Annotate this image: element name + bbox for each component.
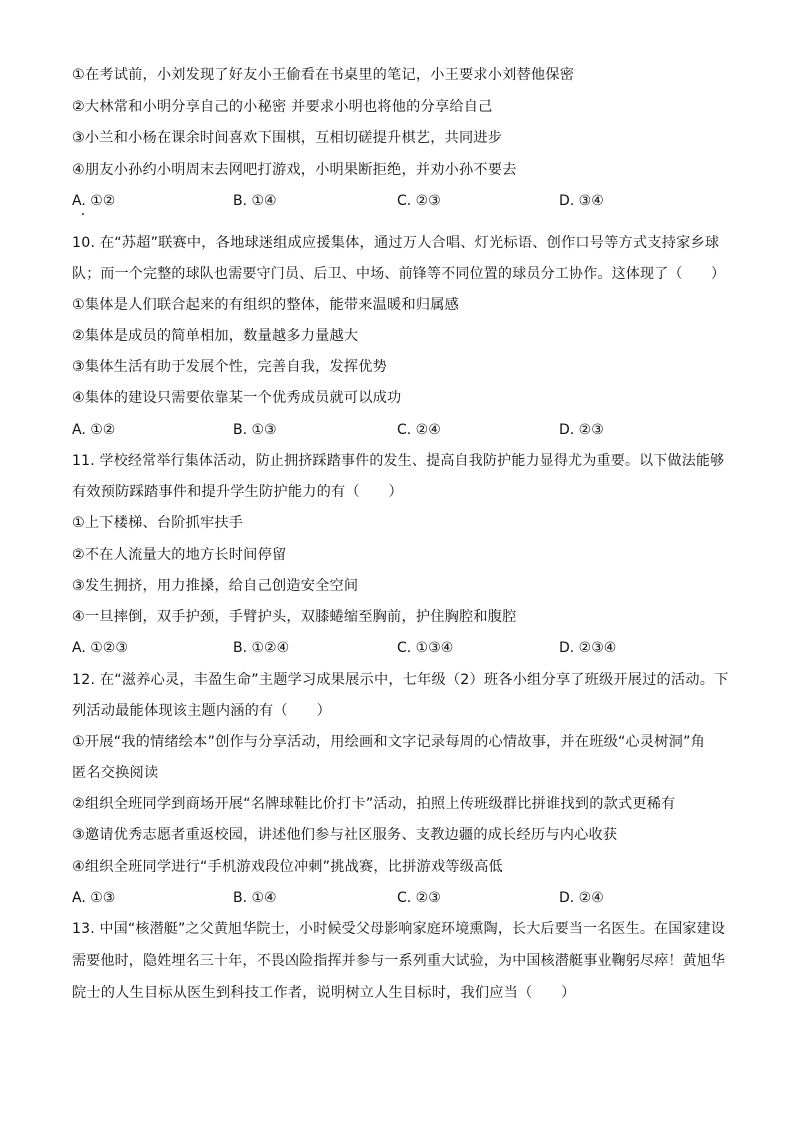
q12-option-d[interactable]: D. ②④	[559, 890, 604, 906]
q11-item-3: ③发生拥挤，用力推搡，给自己创造安全空间	[72, 578, 359, 594]
q12-option-b[interactable]: B. ①④	[233, 890, 277, 906]
q9-options	[72, 191, 732, 211]
q12-item-2: ②组织全班同学到商场开展“名牌球鞋比价打卡”活动，拍照上传班级群比拼谁找到的款式更稀有	[72, 796, 676, 812]
q10-options	[72, 420, 732, 440]
q12-item-3: ③邀请优秀志愿者重返校园，讲述他们参与社区服务、支教边疆的成长经历与内心收获	[72, 827, 618, 843]
q10-item-3: ③集体生活有助于发展个性，完善自我，发挥优势	[72, 359, 388, 375]
q9-item-1: ①在考试前，小刘发现了好友小王偷看在书桌里的笔记，小王要求小刘替他保密	[72, 67, 575, 83]
q10-option-b[interactable]: B. ①③	[233, 422, 277, 438]
stray-dot	[82, 213, 84, 215]
q9-option-d[interactable]: D. ③④	[559, 193, 604, 209]
q10-stem-line-2: 队；而一个完整的球队也需要守门员、后卫、中场、前锋等不同位置的球员分工协作。这体现了（ ）	[72, 266, 726, 282]
q12-stem-line-1: 12. 在“滋养心灵，丰盈生命”主题学习成果展示中，七年级（2）班各小组分享了班级开展过的活动。下	[72, 672, 729, 688]
q11-stem-line-1: 11. 学校经常举行集体活动，防止拥挤踩踏事件的发生、提高自我防护能力显得尤为重要。以下做法能够	[72, 453, 725, 469]
q11-stem-line-2: 有效预防踩踏事件和提升学生防护能力的有（ ）	[72, 484, 403, 500]
q12-options	[72, 888, 732, 908]
q9-option-c[interactable]: C. ②③	[397, 193, 441, 209]
q12-option-c[interactable]: C. ②③	[397, 890, 441, 906]
q9-item-3: ③小兰和小杨在课余时间喜欢下围棋，互相切磋提升棋艺，共同进步	[72, 130, 503, 146]
q9-item-4: ④朋友小孙约小明周末去网吧打游戏，小明果断拒绝，并劝小孙不要去	[72, 162, 517, 178]
q11-item-1: ①上下楼梯、台阶抓牢扶手	[72, 515, 244, 531]
q11-item-4: ④一旦摔倒，双手护颈，手臂护头，双膝蜷缩至胸前，护住胸腔和腹腔	[72, 609, 517, 625]
q11-item-2: ②不在人流量大的地方长时间停留	[72, 547, 287, 563]
q11-option-b[interactable]: B. ①②④	[233, 640, 290, 656]
q13-stem-line-3: 院士的人生目标从医生到科技工作者，说明树立人生目标时，我们应当（ ）	[72, 985, 576, 1001]
q10-item-4: ④集体的建设只需要依靠某一个优秀成员就可以成功	[72, 390, 402, 406]
q12-item-4: ④组织全班同学进行“手机游戏段位冲刺”挑战赛，比拼游戏等级高低	[72, 859, 503, 875]
q9-option-b[interactable]: B. ①④	[233, 193, 277, 209]
q10-option-a[interactable]: A. ①②	[72, 422, 116, 438]
q13-stem-line-1: 13. 中国“核潜艇”之父黄旭华院士，小时候受父母影响家庭环境熏陶，长大后要当一名医生。在国家建设	[72, 921, 726, 937]
q10-item-1: ①集体是人们联合起来的有组织的整体，能带来温暖和归属感	[72, 297, 459, 313]
q12-item-1-line-1: ①开展“我的情绪绘本”创作与分享活动，用绘画和文字记录每周的心情故事，并在班级“心灵树洞”角	[72, 734, 706, 750]
q12-stem-line-2: 列活动最能体现该主题内涵的有（ ）	[72, 703, 331, 719]
q12-option-a[interactable]: A. ①③	[72, 890, 116, 906]
q9-item-2: ②大林常和小明分享自己的小秘密 并要求小明也将他的分享给自己	[72, 99, 493, 115]
q10-option-c[interactable]: C. ②④	[397, 422, 441, 438]
q11-option-c[interactable]: C. ①③④	[397, 640, 454, 656]
q12-item-1-line-2: 匿名交换阅读	[72, 765, 159, 781]
q11-option-d[interactable]: D. ②③④	[559, 640, 617, 656]
q10-option-d[interactable]: D. ②③	[559, 422, 604, 438]
q10-stem-line-1: 10. 在“苏超”联赛中，各地球迷组成应援集体，通过万人合唱、灯光标语、创作口号等方式支持家乡球	[72, 235, 720, 251]
q11-options	[72, 638, 732, 658]
q9-option-a[interactable]: A. ①②	[72, 193, 116, 209]
q13-stem-line-2: 需要他时，隐姓埋名三十年，不畏凶险指挥并参与一系列重大试验，为中国核潜艇事业鞠躬尽瘁！黄旭华	[72, 953, 726, 969]
q11-option-a[interactable]: A. ①②③	[72, 640, 128, 656]
q10-item-2: ②集体是成员的简单相加，数量越多力量越大	[72, 328, 359, 344]
